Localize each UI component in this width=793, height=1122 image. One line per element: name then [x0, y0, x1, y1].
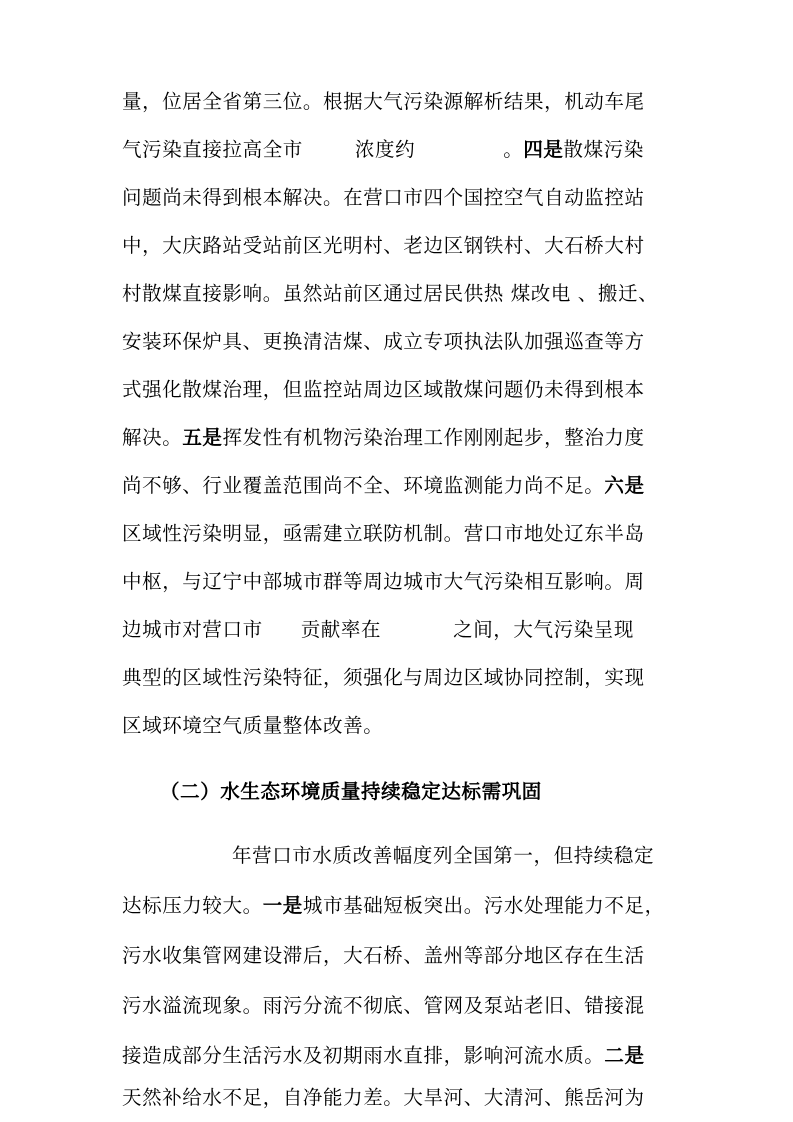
- body-text: 挥发性有机物污染治理工作刚刚起步，整治力度: [222, 426, 645, 449]
- body-line: [122, 1038, 682, 1074]
- body-line: [122, 420, 682, 456]
- body-text: 散煤污染: [563, 138, 644, 161]
- body-line: 天然补给水不足，自净能力差。大旱河、大清河、熊岳河为: [122, 1086, 645, 1109]
- bold-text: 五是: [182, 426, 223, 449]
- body-text: 气污染直接拉高全市: [122, 138, 303, 161]
- bold-text: 二是: [604, 1044, 645, 1067]
- body-text: 尚不够、行业覆盖范围尚不全、环境监测能力尚不足。: [122, 474, 605, 497]
- body-text: 边城市对营口市: [122, 618, 263, 641]
- body-line: 中枢，与辽宁中部城市群等周边城市大气污染相互影响。周: [122, 570, 645, 593]
- body-line: 安装环保炉具、更换清洁煤、成立专项执法队加强巡查等方: [122, 330, 645, 353]
- body-line: [122, 888, 682, 924]
- body-text: 贡献率在: [300, 618, 382, 641]
- body-line: 中，大庆路站受站前区光明村、老边区钢铁村、大石桥大村: [122, 234, 645, 257]
- bold-text: 四是: [523, 138, 564, 161]
- body-line: 区域环境空气质量整体改善。: [122, 714, 384, 737]
- body-line: [122, 468, 682, 504]
- body-text: 之间，大气污染呈现: [453, 618, 635, 641]
- bold-text: 一是: [262, 894, 303, 917]
- body-text: 城市基础短板突出。污水处理能力不足，: [302, 894, 665, 917]
- body-line: 污水收集管网建设滞后，大石桥、盖州等部分地区存在生活: [122, 944, 645, 967]
- body-line: 典型的区域性污染特征，须强化与周边区域协同控制，实现: [122, 666, 645, 689]
- body-text: 达标压力较大。: [122, 894, 263, 917]
- bold-text: 六是: [604, 474, 645, 497]
- body-line: 式强化散煤治理，但监控站周边区域散煤问题仍未得到根本: [122, 378, 645, 401]
- body-line: [122, 612, 682, 648]
- body-line: [122, 132, 682, 168]
- body-text: 接造成部分生活污水及初期雨水直排，影响河流水质。: [122, 1044, 605, 1067]
- body-line: 村散煤直接影响。虽然站前区通过居民供热 煤改电 、搬迁、: [122, 282, 659, 305]
- body-line: 污水溢流现象。雨污分流不彻底、管网及泵站老旧、错接混: [122, 994, 645, 1017]
- body-text: 解决。: [122, 426, 183, 449]
- section-heading: （二）水生态环境质量持续稳定达标需巩固: [160, 780, 542, 803]
- body-text: 浓度约: [354, 138, 416, 161]
- body-line: 区域性污染明显，亟需建立联防机制。营口市地处辽东半岛: [122, 522, 645, 545]
- body-text: 。: [503, 138, 524, 161]
- body-line: 问题尚未得到根本解决。在营口市四个国控空气自动监控站: [122, 186, 645, 209]
- body-line: 年营口市水质改善幅度列全国第一，但持续稳定: [232, 844, 655, 867]
- body-line: 量，位居全省第三位。根据大气污染源解析结果，机动车尾: [122, 90, 645, 113]
